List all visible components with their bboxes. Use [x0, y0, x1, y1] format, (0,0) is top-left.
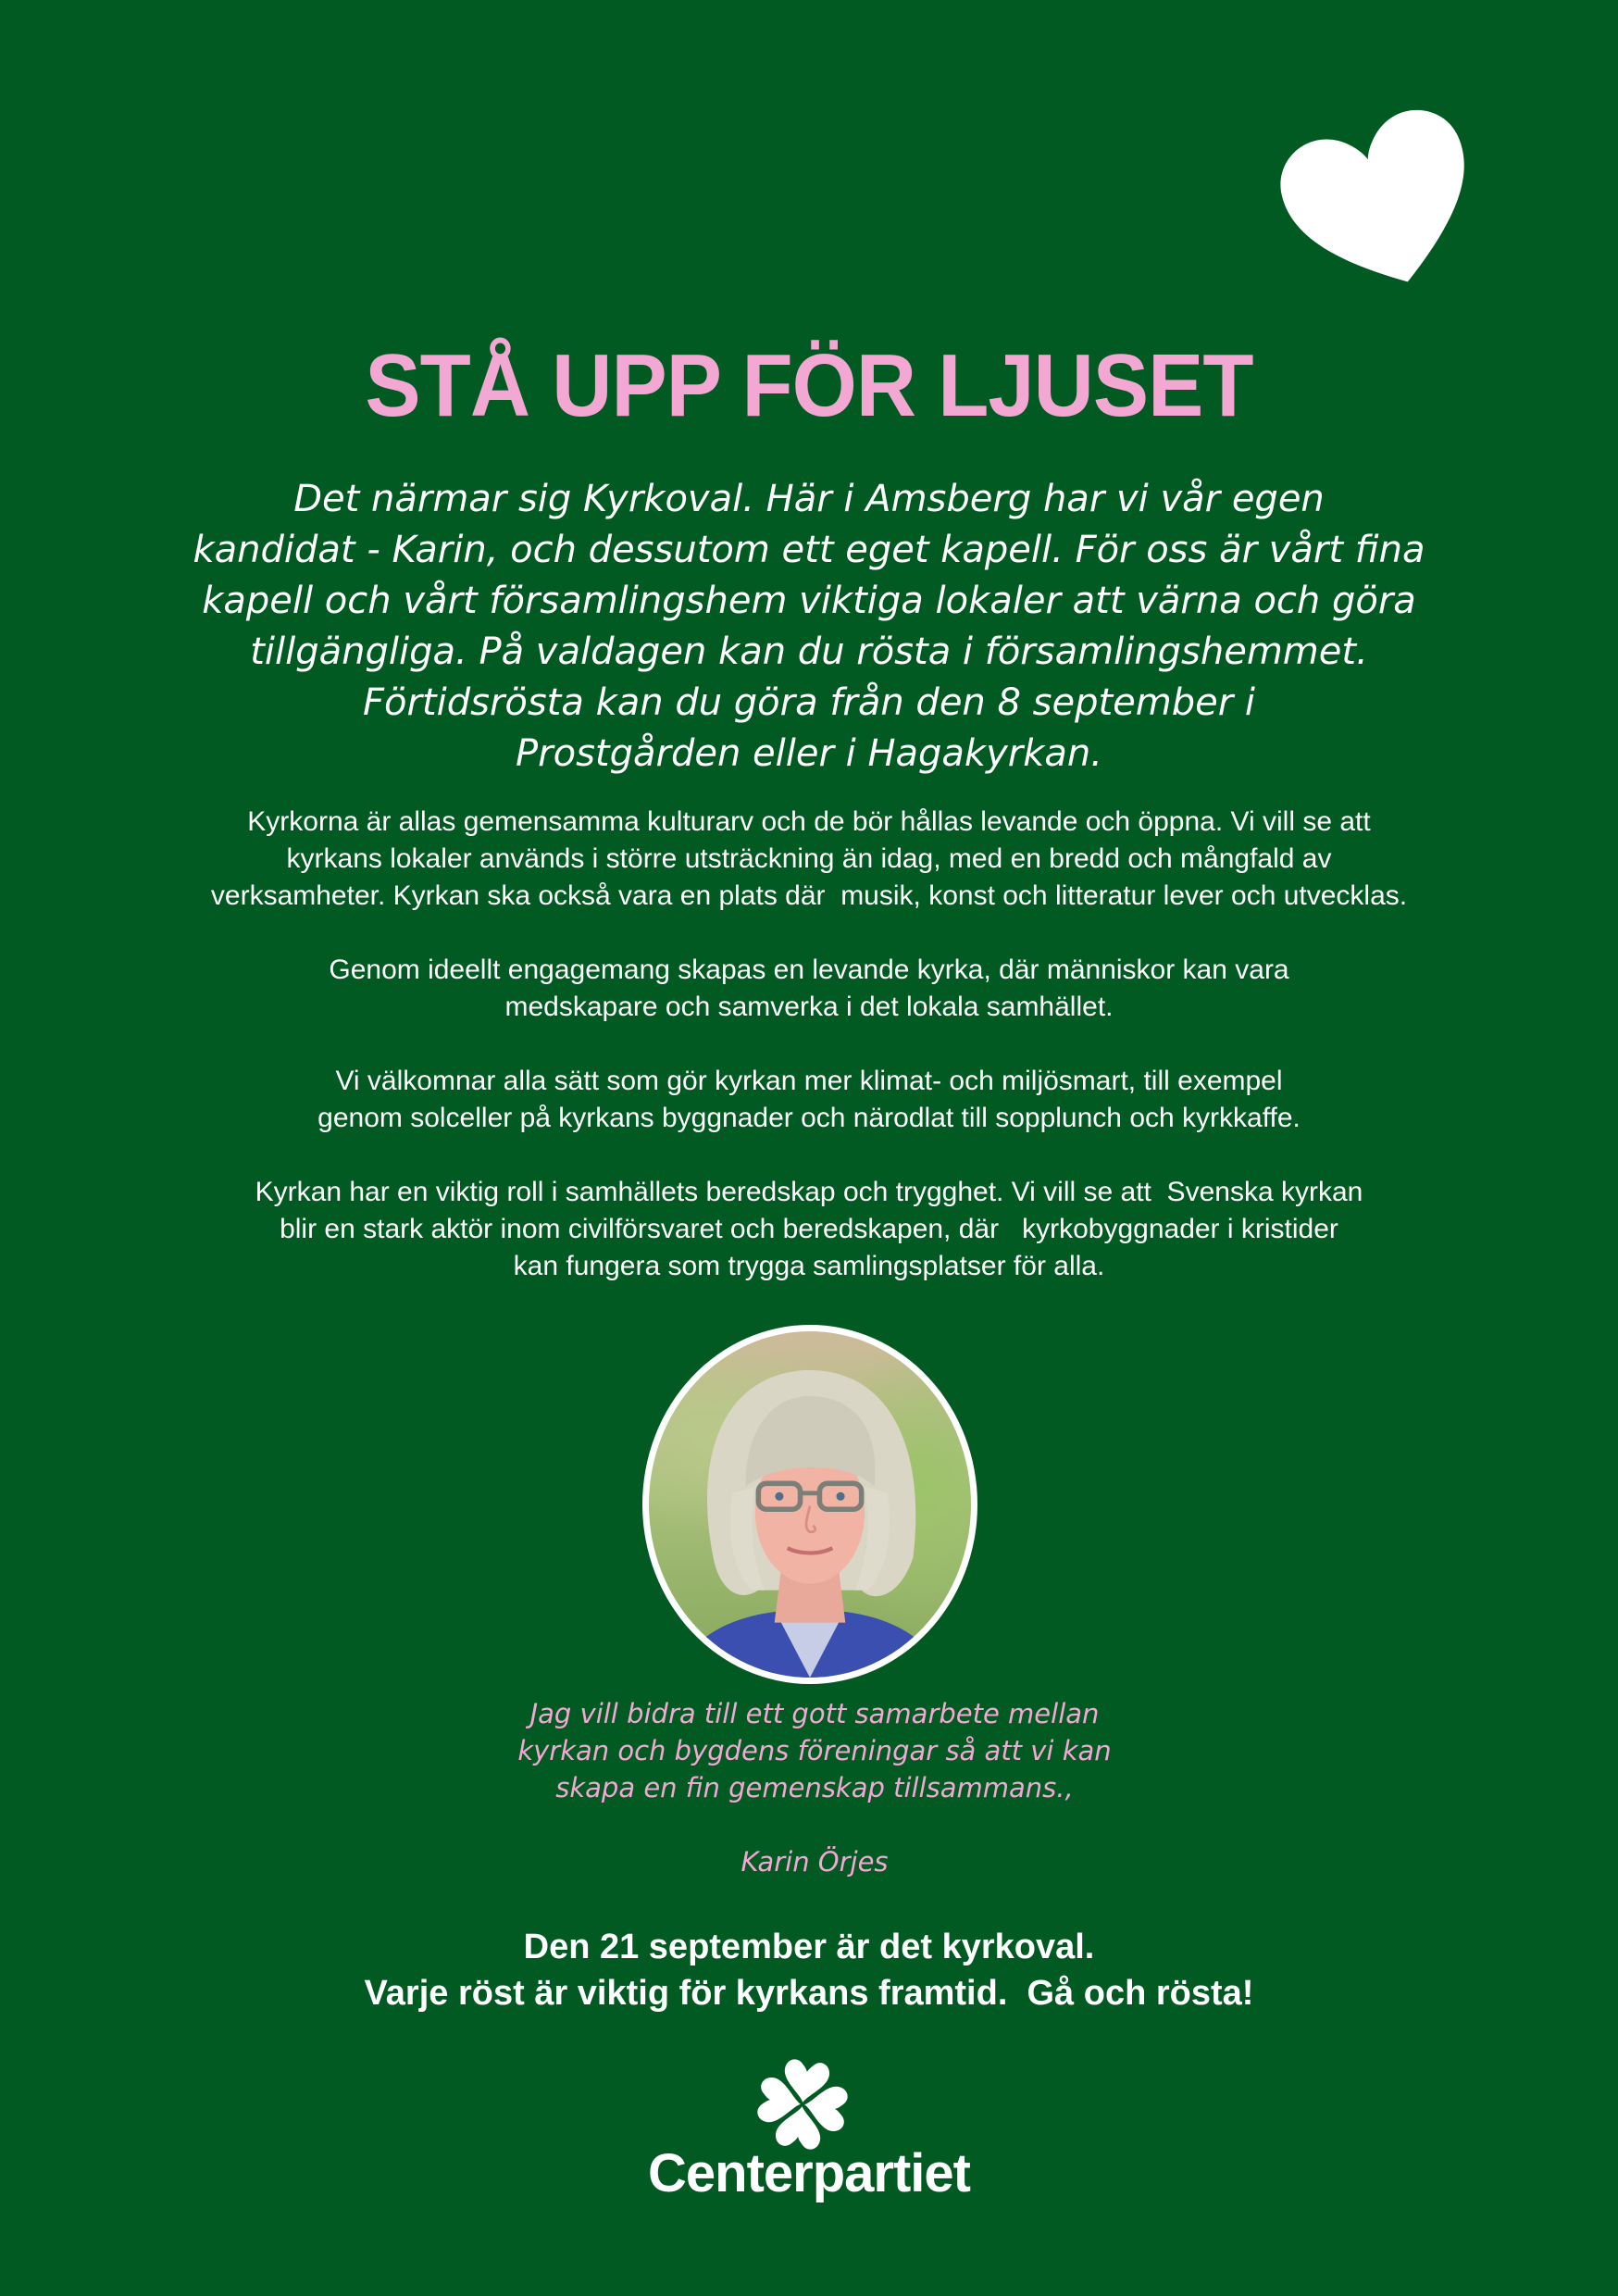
paragraph-line: blir en stark aktör inom civilförsvaret och beredskapen, där kyrkobyggnader i kristider [280, 1214, 1338, 1244]
quote-line: skapa en fin gemenskap tillsammans., [555, 1772, 1074, 1803]
paragraph-preparedness [93, 1174, 1525, 1285]
portrait-illustration [649, 1331, 971, 1678]
intro-line: kapell och vårt församlingshem viktiga lokaler att värna och göra [202, 580, 1416, 622]
quote-line: Jag vill bidra till ett gott samarbete mellan [529, 1698, 1100, 1729]
paragraph-line: genom solceller på kyrkans byggnader och närodlat till sopplunch och kyrkkaffe. [317, 1103, 1301, 1133]
intro-text [139, 474, 1479, 780]
paragraph-line: Vi välkomnar alla sätt som gör kyrkan mer klimat- och miljösmart, till exempel [335, 1066, 1283, 1096]
clover-icon [752, 2053, 853, 2155]
paragraph-climate [93, 1063, 1525, 1137]
paragraph-line: Kyrkan har en viktig roll i samhällets beredskap och trygghet. Vi vill se att Svenska kyrkan [255, 1177, 1363, 1207]
intro-line: kandidat - Karin, och dessutom ett eget kapell. För oss är vårt fina [193, 529, 1425, 571]
paragraph-line: medskapare och samverka i det lokala samhället. [504, 992, 1114, 1022]
call-to-action [0, 1924, 1618, 2016]
intro-line: Prostgården eller i Hagakyrkan. [516, 732, 1102, 775]
cta-line: Den 21 september är det kyrkoval. [523, 1928, 1095, 1966]
paragraph-line: kan fungera som trygga samlingsplatser för alla. [513, 1251, 1105, 1281]
candidate-portrait [642, 1325, 977, 1684]
party-logo-text: Centerpartiet [648, 2143, 970, 2203]
quote-line: kyrkan och bygdens föreningar så att vi kan [517, 1735, 1112, 1766]
paragraph-line: verksamheter. Kyrkan ska också vara en plats där musik, konst och litteratur lever och utvecklas. [210, 880, 1408, 911]
intro-line: Det närmar sig Kyrkoval. Här i Amsberg har vi vår egen [293, 478, 1325, 520]
candidate-name: Karin Örjes [741, 1846, 889, 1878]
body-text [93, 804, 1525, 1322]
paragraph-line: Genom ideellt engagemang skapas en levande kyrka, där människor kan vara [329, 955, 1289, 985]
paragraph-engagement [93, 952, 1525, 1026]
heart-icon [1276, 100, 1490, 311]
cta-line: Varje röst är viktig för kyrkans framtid. Gå och rösta! [364, 1974, 1254, 2013]
candidate-quote [463, 1695, 1166, 1806]
paragraph-line: kyrkans lokaler används i större utsträckning än idag, med en bredd och mångfald av [286, 843, 1332, 874]
page-title: STÅ UPP FÖR LJUSET [365, 336, 1253, 435]
intro-line: tillgängliga. På valdagen kan du rösta i församlingshemmet. [250, 630, 1368, 673]
paragraph-line: Kyrkorna är allas gemensamma kulturarv och de bör hållas levande och öppna. Vi vill se att [247, 806, 1371, 837]
paragraph-culture [93, 804, 1525, 915]
intro-line: Förtidsrösta kan du göra från den 8 september i [362, 681, 1256, 724]
